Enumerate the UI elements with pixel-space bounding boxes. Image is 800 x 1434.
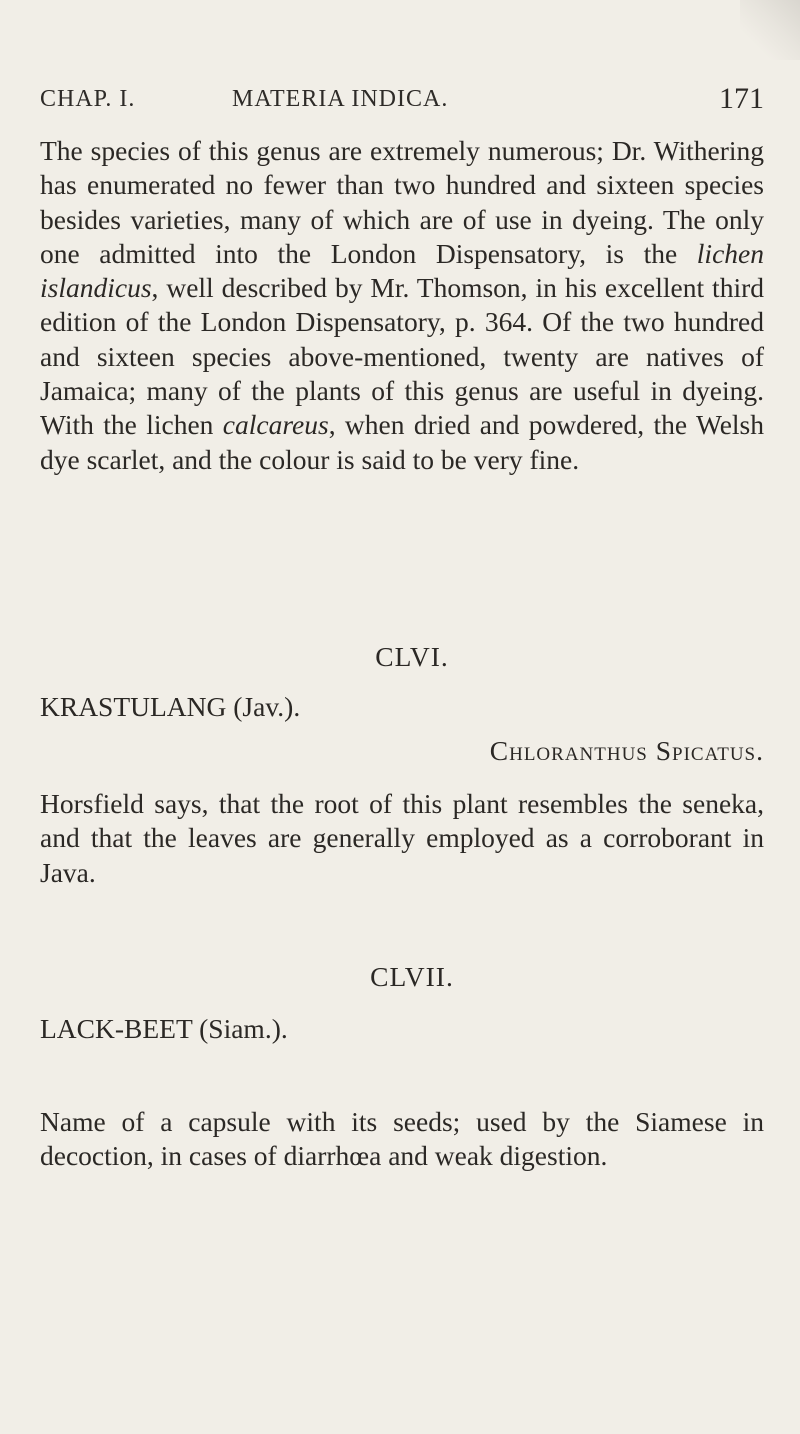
chapter-label: CHAP. I. <box>40 86 136 112</box>
running-head <box>40 82 764 122</box>
text-run: , well described by Mr. Thomson, in his excellent third edition of the London Dispensatory, p. 364. Of the two hundred and sixteen species above-mentioned, twenty are natives of Jamaica; many of the plants of this genus are useful in dyeing. With the lichen <box>40 272 764 441</box>
page-corner-shadow <box>740 0 800 60</box>
lichen-paragraph <box>40 134 764 477</box>
krastulang-paragraph: Horsfield says, that the root of this plant resembles the seneka, and that the leaves are generally employed as a corroborant in Java. <box>40 788 764 888</box>
entry-title: LACK-BEET (Siam.). <box>40 1013 288 1044</box>
text-run: , when dried and powdered, the Welsh dye scarlet, and the colour is said to be very fine. <box>40 409 764 475</box>
page-number: 171 <box>719 82 764 115</box>
lack-beet-paragraph: Name of a capsule with its seeds; used by the Siamese in decoction, in cases of diarrhœa and weak digestion. <box>40 1106 764 1172</box>
book-section-title: MATERIA INDICA. <box>232 86 449 112</box>
section-number: CLVI. <box>375 641 449 672</box>
italic-species-name: calcareus <box>222 409 329 441</box>
section-number: CLVII. <box>370 961 454 992</box>
botanical-name: Chloranthus Spicatus. <box>489 735 764 766</box>
italic-species-name: lichen islandicus <box>40 237 764 304</box>
entry-title: KRASTULANG (Jav.). <box>40 691 301 722</box>
text-run: The species of this genus are extremely numerous; Dr. Withering has enumerated no fewer than two hundred and sixteen species besides varieties, many of which are of use in dyeing. The only one admitted into the London Dispensatory, is the <box>40 135 764 269</box>
